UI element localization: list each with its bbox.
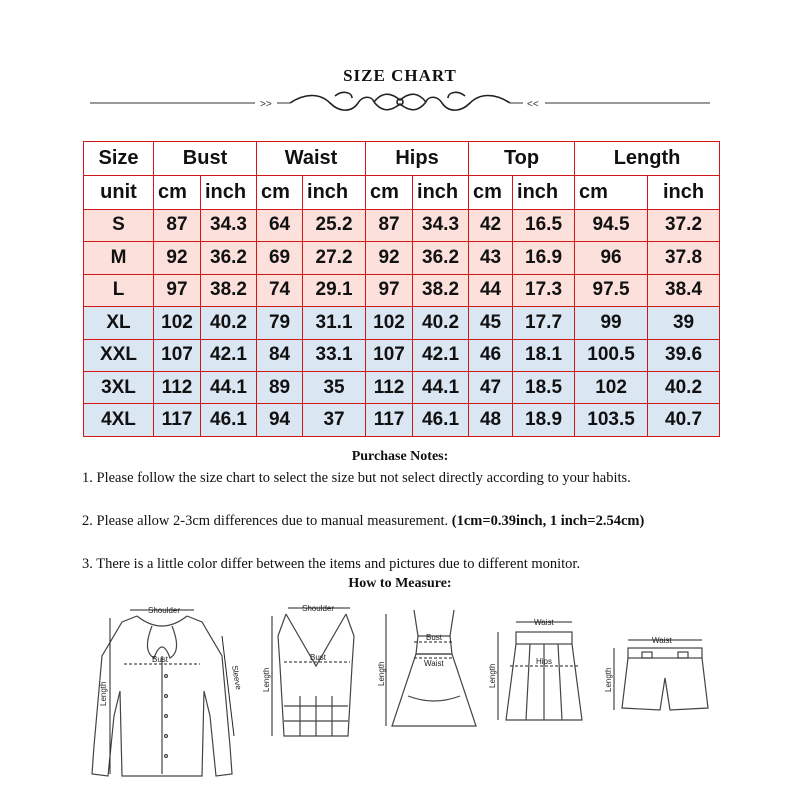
- dress-illustration: [378, 596, 488, 746]
- measurement-cell: 37: [303, 404, 366, 437]
- measurement-cell: 96: [575, 242, 648, 274]
- measurement-cell: 47: [469, 372, 513, 404]
- measurement-cell: 87: [366, 209, 413, 241]
- measurement-cell: 102: [366, 307, 413, 339]
- unit-cell: inch: [648, 175, 720, 209]
- measurement-cell: 45: [469, 307, 513, 339]
- measurement-cell: 43: [469, 242, 513, 274]
- measurement-cell: 69: [257, 242, 303, 274]
- measurement-cell: 17.7: [513, 307, 575, 339]
- measurement-cell: 92: [366, 242, 413, 274]
- left-arrows: >>: [260, 99, 272, 110]
- measurement-cell: 46.1: [413, 404, 469, 437]
- measurement-cell: 18.9: [513, 404, 575, 437]
- measurement-cell: 79: [257, 307, 303, 339]
- measurement-cell: 34.3: [201, 209, 257, 241]
- note-1: 1. Please follow the size chart to select the size but not select directly according to your habits.: [82, 470, 631, 486]
- measurement-cell: 37.2: [648, 209, 720, 241]
- shorts-length-label: Length: [604, 667, 613, 692]
- top-figure: [258, 596, 368, 746]
- measurement-cell: 92: [154, 242, 201, 274]
- shorts-waist-label: Waist: [652, 636, 672, 645]
- measurement-cell: 16.9: [513, 242, 575, 274]
- measurement-cell: 89: [257, 372, 303, 404]
- header-waist: Waist: [257, 142, 366, 176]
- unit-cell: cm: [154, 175, 201, 209]
- measurement-cell: 94: [257, 404, 303, 437]
- measurement-cell: 44.1: [413, 372, 469, 404]
- measurement-cell: 36.2: [413, 242, 469, 274]
- blouse-shoulder-label: Shoulder: [148, 606, 181, 615]
- skirt-illustration: [486, 596, 596, 746]
- skirt-figure: [486, 596, 596, 746]
- blouse-bust-label: Bust: [152, 655, 169, 664]
- table-row: [84, 242, 720, 274]
- measurement-cell: 29.1: [303, 274, 366, 306]
- note-3: 3. There is a little color differ between the items and pictures due to different monitor.: [82, 556, 581, 572]
- measurement-cell: 37.8: [648, 242, 720, 274]
- measurement-cell: 44: [469, 274, 513, 306]
- measurement-cell: 31.1: [303, 307, 366, 339]
- measurement-cell: 84: [257, 339, 303, 371]
- unit-cell: cm: [366, 175, 413, 209]
- size-label-cell: L: [84, 274, 154, 306]
- dress-length-label: Length: [377, 661, 386, 686]
- table-row: [84, 209, 720, 241]
- unit-cell: cm: [257, 175, 303, 209]
- measurement-cell: 107: [366, 339, 413, 371]
- blouse-figure: [82, 596, 242, 786]
- measurement-cell: 87: [154, 209, 201, 241]
- measurement-cell: 40.2: [201, 307, 257, 339]
- measurement-cell: 48: [469, 404, 513, 437]
- header-bust: Bust: [154, 142, 257, 176]
- measurement-cell: 33.1: [303, 339, 366, 371]
- measurement-cell: 97: [154, 274, 201, 306]
- blouse-illustration: [82, 596, 242, 786]
- measurement-cell: 99: [575, 307, 648, 339]
- how-to-measure-title: How to Measure:: [348, 576, 452, 591]
- unit-cell: unit: [84, 175, 154, 209]
- table-row: [84, 404, 720, 437]
- skirt-length-label: Length: [488, 663, 497, 688]
- measurement-cell: 42.1: [201, 339, 257, 371]
- measurement-cell: 17.3: [513, 274, 575, 306]
- measurement-cell: 40.7: [648, 404, 720, 437]
- unit-cell: inch: [303, 175, 366, 209]
- unit-cell: cm: [575, 175, 648, 209]
- top-bust-label: Bust: [310, 653, 327, 662]
- measurement-cell: 42: [469, 209, 513, 241]
- size-rows: [84, 209, 720, 436]
- measurement-cell: 16.5: [513, 209, 575, 241]
- measurement-cell: 112: [154, 372, 201, 404]
- table-row: [84, 274, 720, 306]
- measurement-cell: 40.2: [648, 372, 720, 404]
- table-row: [84, 339, 720, 371]
- measurement-cell: 74: [257, 274, 303, 306]
- unit-cell: cm: [469, 175, 513, 209]
- measurement-cell: 107: [154, 339, 201, 371]
- skirt-waist-label: Waist: [534, 618, 554, 627]
- measurement-cell: 46: [469, 339, 513, 371]
- measurement-cell: 35: [303, 372, 366, 404]
- header-size: Size: [84, 142, 154, 176]
- measurement-cell: 44.1: [201, 372, 257, 404]
- skirt-hips-label: Hips: [536, 657, 553, 666]
- table-row: [84, 307, 720, 339]
- measurement-cell: 40.2: [413, 307, 469, 339]
- size-label-cell: 4XL: [84, 404, 154, 437]
- measurement-cell: 42.1: [413, 339, 469, 371]
- measurement-cell: 38.2: [413, 274, 469, 306]
- purchase-notes-title: Purchase Notes:: [351, 449, 449, 464]
- measurement-cell: 64: [257, 209, 303, 241]
- measurement-cell: 97: [366, 274, 413, 306]
- measurement-cell: 18.5: [513, 372, 575, 404]
- size-label-cell: XXL: [84, 339, 154, 371]
- shorts-illustration: [602, 596, 722, 746]
- measurement-cell: 39: [648, 307, 720, 339]
- note-2: [82, 511, 722, 532]
- measurement-cell: 97.5: [575, 274, 648, 306]
- measurement-cell: 100.5: [575, 339, 648, 371]
- size-chart-table: [83, 141, 720, 437]
- header-length: Length: [575, 142, 720, 176]
- unit-cell: inch: [413, 175, 469, 209]
- measurement-cell: 103.5: [575, 404, 648, 437]
- measurement-cell: 117: [154, 404, 201, 437]
- measurement-cell: 27.2: [303, 242, 366, 274]
- measurement-cell: 34.3: [413, 209, 469, 241]
- note-2-conversion: (1cm=0.39inch, 1 inch=2.54cm): [451, 513, 645, 529]
- header-top: Top: [469, 142, 575, 176]
- measurement-cell: 102: [154, 307, 201, 339]
- top-shoulder-label: Shoulder: [302, 604, 335, 613]
- measurement-cell: 102: [575, 372, 648, 404]
- blouse-length-label: Length: [99, 681, 108, 706]
- measurement-cell: 36.2: [201, 242, 257, 274]
- unit-cell: inch: [513, 175, 575, 209]
- size-label-cell: XL: [84, 307, 154, 339]
- dress-waist-label: Waist: [424, 659, 444, 668]
- table-header-row: [84, 142, 720, 176]
- header-hips: Hips: [366, 142, 469, 176]
- dress-figure: [378, 596, 488, 746]
- measurement-cell: 38.4: [648, 274, 720, 306]
- size-label-cell: S: [84, 209, 154, 241]
- right-arrows: <<: [527, 99, 539, 110]
- measurement-cell: 112: [366, 372, 413, 404]
- shorts-figure: [602, 596, 722, 746]
- top-length-label: Length: [262, 667, 271, 692]
- measurement-cell: 46.1: [201, 404, 257, 437]
- top-illustration: [258, 596, 368, 746]
- unit-cell: inch: [201, 175, 257, 209]
- size-label-cell: M: [84, 242, 154, 274]
- note-2-text: 2. Please allow 2-3cm differences due to manual measurement.: [82, 513, 452, 529]
- table-unit-row: [84, 175, 720, 209]
- table-row: [84, 372, 720, 404]
- measurement-cell: 25.2: [303, 209, 366, 241]
- measurement-cell: 18.1: [513, 339, 575, 371]
- measurement-cell: 117: [366, 404, 413, 437]
- blouse-sleeve-label: Sleeve: [230, 664, 244, 691]
- measurement-cell: 39.6: [648, 339, 720, 371]
- measurement-cell: 38.2: [201, 274, 257, 306]
- ornamental-divider: [90, 90, 710, 116]
- flourish-ornament: [290, 92, 510, 110]
- dress-bust-label: Bust: [426, 633, 443, 642]
- measurement-cell: 94.5: [575, 209, 648, 241]
- size-chart-title: SIZE CHART: [343, 66, 457, 85]
- size-label-cell: 3XL: [84, 372, 154, 404]
